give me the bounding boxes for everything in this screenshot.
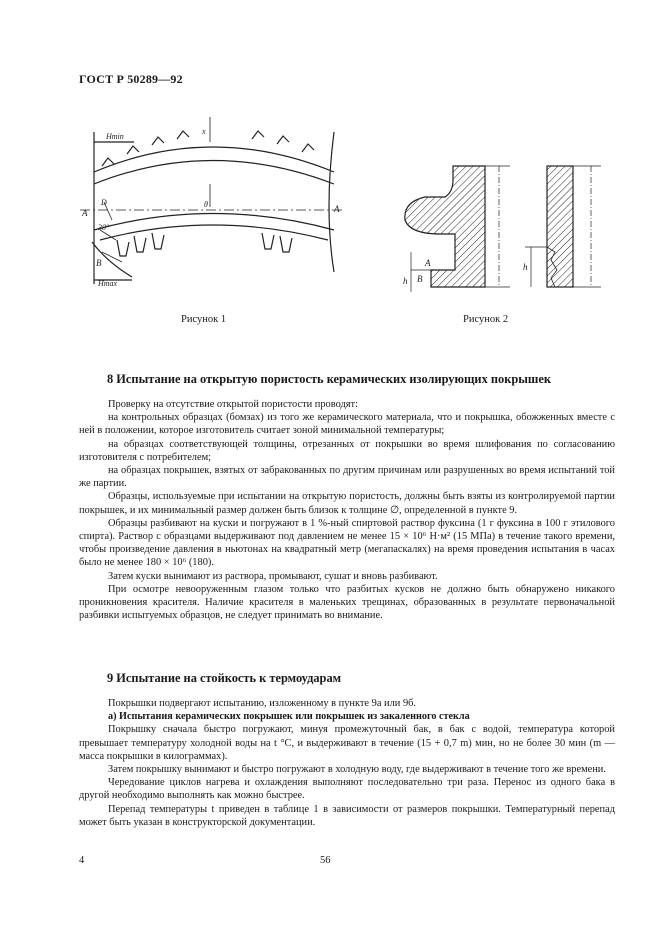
fig2-h-right-label: h: [523, 262, 528, 272]
fig1-a-left-label: A: [82, 208, 88, 218]
fig1-d-label: D: [101, 198, 107, 207]
fig2-b-label: B: [417, 274, 423, 284]
figure-2-svg: [395, 152, 610, 297]
fig1-hmax-label: Hmax: [98, 279, 118, 288]
fig1-b-label: B: [96, 258, 102, 268]
paragraph: Затем куски вынимают из раствора, промывают, сушат и вновь разбивают.: [108, 570, 438, 582]
paragraph: Перепад температуры t приведен в таблице 1 в зависимости от размеров покрышки. Температурный перепад может быть указан в конструкторской документации.: [79, 803, 615, 828]
paragraph: на образцах соответствующей толщины, отрезанных от покрышки во время шлифования по согласованию изготовителя с потребителем;: [79, 438, 615, 463]
section-9-body: [79, 697, 615, 829]
paragraph: Покрышки подвергают испытанию, изложенному в пункте 9а или 9б.: [108, 698, 417, 709]
document-header: ГОСТ Р 50289—92: [79, 72, 183, 86]
figure-2-drawing: [395, 152, 610, 297]
section-9-title: 9 Испытание на стойкость к термоударам: [107, 671, 342, 685]
fig1-shell-arc: [94, 161, 334, 185]
fig1-a-right-label: A: [334, 204, 340, 214]
fig1-angle-label: 30°: [98, 223, 110, 232]
fig1-x-label: x: [202, 127, 206, 136]
figure-1-drawing: [72, 112, 352, 302]
paragraph: Затем покрышку вынимают и быстро погружают в холодную воду, где выдерживают в течение того же времени.: [108, 764, 606, 776]
section-8-body: [79, 398, 615, 622]
figure-1-caption: Рисунок 1: [181, 314, 227, 325]
figure-1-svg: [72, 112, 352, 302]
fig2-h-left-label: h: [403, 276, 408, 286]
paragraph: на контрольных образцах (бомзах) из того же керамического материала, что и покрышка, обожженных вместе с ней в положении, которое изготовитель считает зоной минимальной температуры;: [79, 412, 615, 437]
paragraph: Покрышку сначала быстро погружают, минуя промежуточный бак, в бак с водой, температура которой превышает температуру холодной воды на t °С, и выдерживают в течение (15 + 0,7 m) мин, но не более 30 мин (m — масса покрышки в килограммах).: [79, 724, 615, 762]
fig1-hmin-label: Hmin: [106, 132, 124, 141]
fig2-a-label: A: [425, 258, 431, 268]
page-number-left: 4: [79, 855, 85, 866]
paragraph: Образцы, используемые при испытании на открытую пористость, должны быть взяты из контролируемой партии покрышек, и их минимальный размер должен быть близок к толщине ∅, определенной в пункте 9.: [79, 491, 615, 516]
paragraph: Образцы разбивают на куски и погружают в 1 %-ный спиртовой раствор фуксина (1 г фуксина в 100 г этилового спирта). Раствор с образцами выдерживают под давлением не менее 15 × 10⁶ Н·м² (15 МПа) в течение такого времени, чтобы произведение давления в ньютонах на квадратный метр (мегапаскалях) на время проведения испытания в часах было не менее 180 × 10⁶ (180).: [79, 517, 615, 569]
fig1-theta-label: θ: [204, 200, 208, 209]
paragraph: на образцах покрышек, взятых от забракованных по другим причинам или разрушенных во время испытаний той же партии.: [79, 465, 615, 490]
paragraph: Чередование циклов нагрева и охлаждения выполняют последовательно три раза. Перенос из одного бака в другой необходимо выполнять как можно быстрее.: [79, 777, 615, 802]
subsection-title: а) Испытания керамических покрышек или покрышек из закаленного стекла: [108, 711, 470, 723]
paragraph: Проверку на отсутствие открытой пористости проводят:: [108, 399, 358, 410]
section-8-title: 8 Испытание на открытую пористость керамических изолирующих покрышек: [107, 372, 552, 386]
page-number-center: 56: [320, 855, 331, 866]
figure-2-caption: Рисунок 2: [463, 314, 509, 325]
paragraph: При осмотре невооруженным глазом только что разбитых кусков не должно быть обнаружено никакого проникновения красителя. Наличие красителя в маленьких трещинах, образованных в результате первоначальной разбивки испытуемых образцов, не следует принимать во внимание.: [79, 583, 615, 622]
